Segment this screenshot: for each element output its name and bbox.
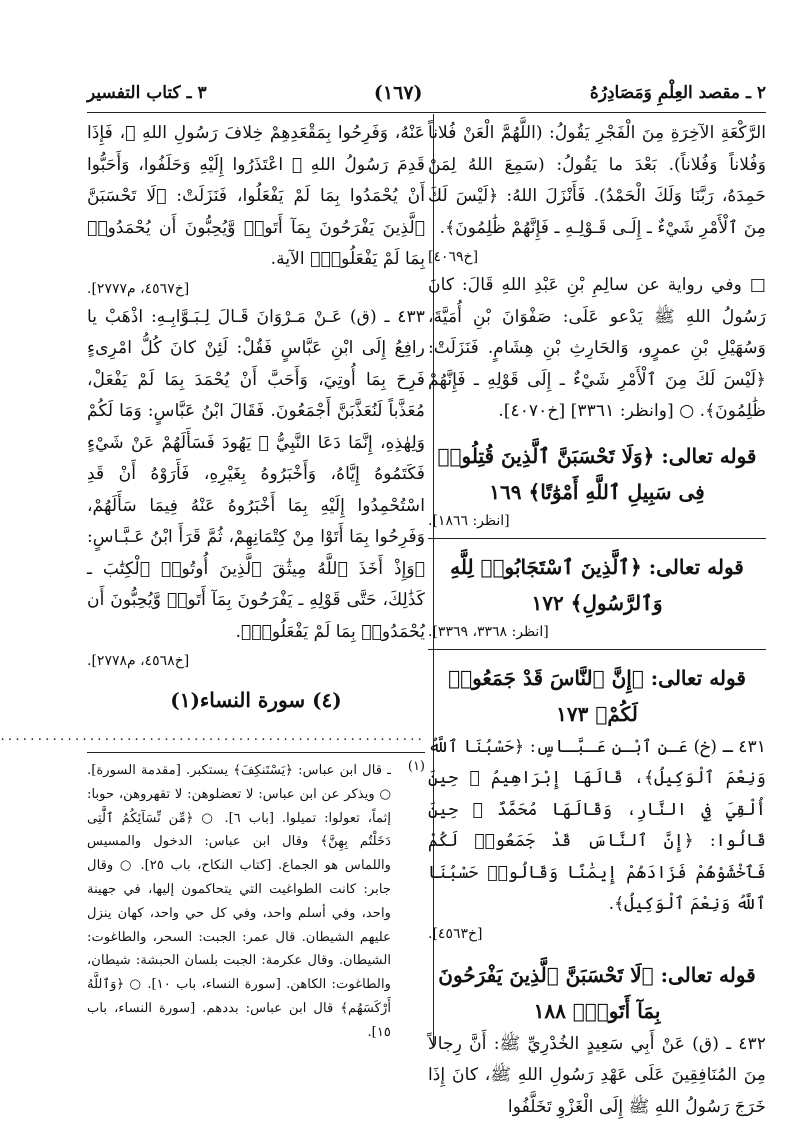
page-header	[87, 78, 766, 108]
separator	[428, 649, 766, 650]
hadith-text: □ وفي رواية عن سالِمِ بْنِ عَبْدِ اللهِ قَالَ: كانَ رَسُولُ اللهِ ﷺ يَدْعو عَلَى: صَفْوَانَ بْنِ أُمَيَّةَ، وَسُهَيْلِ بْنِ عمرٍو، وَالحَارِثِ بْنِ هِشَامٍ. فَنَزَلَتْ: ﴿لَيْسَ لَكَ مِنَ ٱلْأَمْرِ شَيْءٌ ـ إِلَى قَوْلِهِ ـ فَإِنَّهُمْ ظَٰلِمُونَ﴾. ○ [وانظر: ٣٣٦١] [خ٤٠٧٠].	[428, 270, 766, 428]
right-column	[428, 118, 766, 1123]
footnote-number: (١)	[408, 759, 425, 774]
hadith-text: ٤٣٢ ـ (ق) عَنْ أَبِي سَعِيدٍ الخُدْرِيِّ ﷺ: أَنَّ رِجالاً مِنَ المُنَافِقِينَ عَلَى عَهْدِ رَسُولِ اللهِ ﷺ، كانَ إِذَا خَرَجَ رَسُولُ اللهِ ﷺ إِلَى الْغَزْوِ تَخَلَّفُوا	[428, 1029, 766, 1123]
footnote	[87, 759, 425, 1045]
dotted-separator: .........................................................	[87, 726, 425, 746]
cross-reference: [انظر: ١٨٦٦].	[428, 510, 766, 532]
footnote-text: ـ قال ابن عباس: ﴿يَسْتَنكِفَ﴾ يستكبر. [مقدمة السورة]. ○ ويذكر عن ابن عباس: لا تعضلوهن: لا تقهروهن، حوبا: إثماً، تعولوا: تميلوا. [باب ٦]. ○ ﴿مِّن نِّسَآئِكُمُ ٱلَّٰتِى دَخَلْتُم بِهِنَّ﴾ وقال ابن عباس: الدخول والمسيس واللماس هو الجماع. [كتاب النكاح، باب ٢٥]. ○ وقال جابر: كانت الطواغيت التي يتحاكمون إليها، في جهينة واحد، وفي أسلم واحد، وفي كل حي واحد، كهان ينزل عليهم الشيطان. قال عمر: الجبت: السحر، والطاغوت: الشيطان. وقال عكرمة: الجبت بلسان الحبشة: شيطان، والطاغوت: الكاهن. [سورة النساء، باب ١٠]. ○ ﴿وَٱللَّهُ أَرْكَسَهُم﴾ قال ابن عباس: بددهم. [سورة النساء، باب ١٥].	[87, 759, 391, 1045]
hadith-reference: [خ٤٥٦٧، م٢٧٧٧].	[87, 276, 425, 302]
separator	[428, 538, 766, 539]
hadith-reference: [خ٤٥٦٣].	[428, 921, 766, 947]
book-page	[49, 0, 804, 1107]
footnote-rule	[87, 752, 425, 753]
verse-heading: قوله تعالى: ﴿لَا تَحْسَبَنَّ ٱلَّذِينَ يَفْرَحُونَ بِمَآ أَتَوا۟﴾ ١٨٨	[428, 957, 766, 1029]
hadith-reference: [خ٤٠٦٩]	[428, 244, 766, 270]
cross-reference: [انظر: ٣٣٦٨، ٣٣٦٩].	[428, 621, 766, 643]
hadith-text: ٤٣١ ـ (خ) عَـنِ ٱبْـنِ عَـبَّـاسٍ: ﴿حَسْبُنَا ٱللَّهُ وَنِعْمَ ٱلْوَكِيلُ﴾، قَالَهَا إِبْرَاهِيمُ ﷺ حِينَ أُلْقِيَ فِي النَّارِ، وَقَالَهَا مُحَمَّدٌ ﷺ حِينَ قَالُوا: ﴿إِنَّ ٱلنَّاسَ قَدْ جَمَعُوا۟ لَكُمْ فَٱخْشَوْهُمْ فَزَادَهُمْ إِيمَٰنًا وَقَالُوا۟ حَسْبُنَا ٱللَّهُ وَنِعْمَ ٱلْوَكِيلُ﴾.	[428, 732, 766, 921]
hadith-text: ٤٣٣ ـ (ق) عَـنْ مَـرْوَانَ قَـالَ لِـبَـوَّابِـهِ: اذْهَبْ يا رافِعُ إِلَى ابْنِ عَبَّاسٍ فَقُلْ: لَئِنْ كانَ كُلُّ امْرِىءٍ فَرِحَ بِمَا أُوتِيَ، وَأَحَبَّ أَنْ يُحْمَدَ بِمَا لَمْ يَفْعَلْ، مُعَذَّباً لَنُعَذَّبَنَّ أَجْمَعُونَ. فَقَالَ ابْنُ عَبَّاسٍ: وَمَا لَكُمْ وَلِهٰذِهِ، إِنَّمَا دَعَا النَّبِيُّ ﷺ يَهُودَ فَسَأَلَهُمْ عَنْ شَيْءٍ فَكَتَمُوهُ إِيَّاهُ، وَأَخْبَرُوهُ بِغَيْرِهِ، فَأَرَوْهُ أَنْ قَدِ اسْتُحْمِدُوا إِلَيْهِ بِمَا أَخْبَرُوهُ عَنْهُ فِيمَا سَأَلَهُمْ، وَفَرِحُوا بِمَا أَتَوْا مِنْ كِتْمَانِهِمْ، ثُمَّ قَرَأَ ابْنُ عَـبَّـاسٍ: ﴿وَإِذْ أَخَذَ ٱللَّهُ مِيثَٰقَ ٱلَّذِينَ أُوتُوا۟ ٱلْكِتَٰبَ ـ كَذَٰلِكَ، حَتَّى قَوْلِهِ ـ يَفْرَحُونَ بِمَآ أَتَوا۟ وَّيُحِبُّونَ أَن يُحْمَدُوا۟ بِمَا لَمْ يَفْعَلُوا۟﴾.	[87, 302, 425, 649]
header-chapter: ٢ ـ مقصد العِلْمِ وَمَصَادِرُهُ	[590, 83, 766, 103]
verse-heading: قوله تعالى: ﴿ٱلَّذِينَ ٱسْتَجَابُوا۟ لِلَّهِ وَٱلرَّسُولِ﴾ ١٧٢	[428, 549, 766, 621]
surah-heading: (٤) سورة النساء(١)	[87, 682, 425, 718]
hadith-reference: [خ٤٥٦٨، م٢٧٧٨].	[87, 648, 425, 674]
verse-heading: قوله تعالى: ﴿وَلَا تَحْسَبَنَّ ٱلَّذِينَ قُتِلُوا۟ فِى سَبِيلِ ٱللَّهِ أَمْوَٰتًا﴾ ١٦٩	[428, 438, 766, 510]
left-column	[87, 118, 425, 1045]
verse-heading: قوله تعالى: ﴿إِنَّ ٱلنَّاسَ قَدْ جَمَعُوا۟ لَكُمْ﴾ ١٧٣	[428, 660, 766, 732]
hadith-text: الرَّكْعَةِ الآخِرَةِ مِنَ الْفَجْرِ يَقُولُ: (اللَّهُمَّ الْعَنْ فُلاناً وَفُلاناً وَفُلاناً). بَعْدَ ما يَقُولُ: (سَمِعَ اللهُ لِمَنْ حَمِدَهُ، رَبَّنَا وَلَكَ الْحَمْدُ). فَأَنْزَلَ اللهُ: ﴿لَيْسَ لَكَ مِنَ ٱلْأَمْرِ شَيْءٌ ـ إِلَـى قَـوْلِـهِ ـ فَإِنَّهُمْ ظَٰلِمُونَ﴾.	[428, 118, 766, 244]
hadith-text: عَنْهُ، وَفَرِحُوا بِمَقْعَدِهِمْ خِلافَ رَسُولِ اللهِ ﷺ، فَإِذَا قَدِمَ رَسُولُ اللهِ ﷺ اعْتَذَرُوا إِلَيْهِ وَحَلَفُوا، وَأَحَبُّوا أَنْ يُحْمَدُوا بِمَا لَمْ يَفْعَلُوا، فَنَزَلَتْ: ﴿لَا تَحْسَبَنَّ ٱلَّذِينَ يَفْرَحُونَ بِمَآ أَتَوا۟ وَّيُحِبُّونَ أَن يُحْمَدُوا۟ بِمَا لَمْ يَفْعَلُوا۟﴾ الآية.	[87, 118, 425, 276]
header-book: ٣ ـ كتاب التفسير	[87, 83, 207, 103]
page-number: (١٦٧)	[374, 82, 423, 104]
header-rule	[87, 112, 766, 113]
